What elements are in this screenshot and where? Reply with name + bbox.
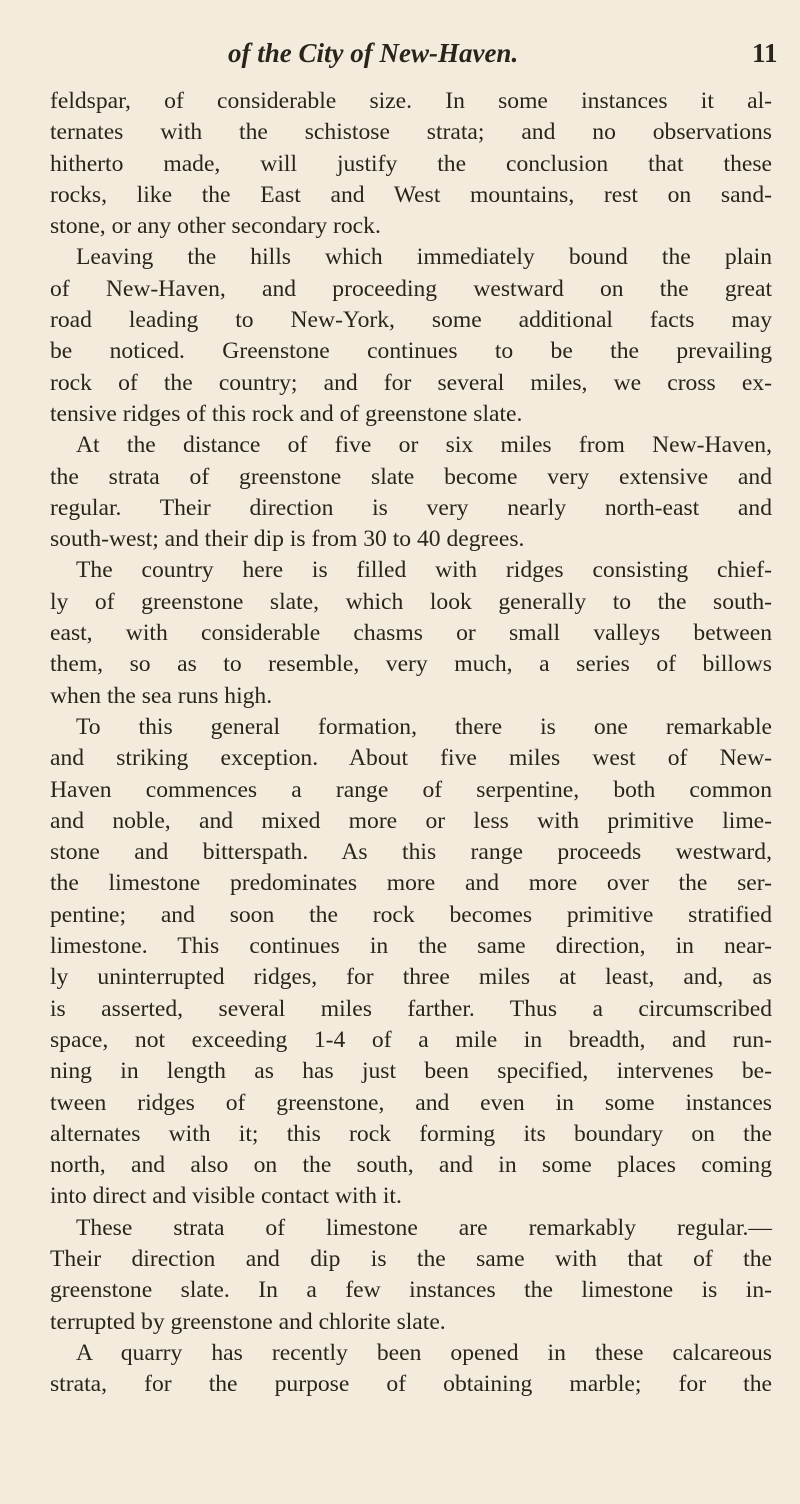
text-line: At the distance of five or six miles from New-Haven, [76, 432, 772, 459]
text-line: alternates with it; this rock forming its boundary on the [50, 1120, 772, 1147]
text-line: stone and bitterspath. As this range proceeds westward, [50, 839, 772, 866]
text-line: Their direction and dip is the same with that of the [50, 1245, 772, 1272]
running-head-title: of the City of New-Haven. [228, 38, 519, 68]
text-line: rock of the country; and for several miles, we cross ex- [50, 369, 772, 396]
text-line: A quarry has recently been opened in these calcareous [76, 1339, 772, 1366]
text-line: tensive ridges of this rock and of greenstone slate. [50, 400, 523, 427]
text-line: east, with considerable chasms or small valleys between [50, 620, 772, 647]
text-line: rocks, like the East and West mountains, rest on sand- [50, 181, 772, 208]
running-head [0, 38, 800, 78]
text-line: the strata of greenstone slate become very extensive and [50, 463, 772, 490]
text-line: ly of greenstone slate, which look generally to the south- [50, 588, 772, 615]
text-line: strata, for the purpose of obtaining marble; for the [50, 1371, 772, 1398]
text-line: north, and also on the south, and in some places coming [50, 1152, 772, 1179]
text-line: ternates with the schistose strata; and no observations [50, 119, 772, 146]
text-line: To this general formation, there is one remarkable [76, 713, 772, 740]
text-line: of New-Haven, and proceeding westward on the great [50, 275, 772, 302]
body-text [50, 86, 772, 1400]
text-line: into direct and visible contact with it. [50, 1183, 402, 1210]
text-line: ning in length as has just been specified, intervenes be- [50, 1058, 772, 1085]
text-line: The country here is filled with ridges consisting chief- [76, 557, 772, 584]
text-line: the limestone predominates more and more over the ser- [50, 870, 772, 897]
text-line: road leading to New-York, some additional facts may [50, 307, 772, 334]
text-line: be noticed. Greenstone continues to be the prevailing [50, 338, 772, 365]
page-number: 11 [752, 38, 778, 68]
text-line: space, not exceeding 1-4 of a mile in breadth, and run- [50, 1026, 772, 1053]
text-line: them, so as to resemble, very much, a series of billows [50, 651, 772, 678]
text-line: ly uninterrupted ridges, for three miles at least, and, as [50, 964, 772, 991]
text-line: feldspar, of considerable size. In some instances it al- [50, 88, 772, 114]
text-line: terrupted by greenstone and chlorite slate. [50, 1308, 446, 1335]
text-line: stone, or any other secondary rock. [50, 213, 381, 240]
text-line: greenstone slate. In a few instances the limestone is in- [50, 1277, 772, 1304]
text-line: when the sea runs high. [50, 682, 273, 709]
text-line: regular. Their direction is very nearly north-east and [50, 494, 772, 521]
text-line: tween ridges of greenstone, and even in some instances [50, 1089, 772, 1116]
text-line: and striking exception. About five miles west of New- [50, 745, 772, 772]
text-line: Leaving the hills which immediately bound the plain [76, 244, 772, 271]
text-line: Haven commences a range of serpentine, both common [50, 776, 772, 803]
text-line: south-west; and their dip is from 30 to 40 degrees. [50, 526, 525, 553]
text-line: These strata of limestone are remarkably regular.— [76, 1214, 772, 1241]
text-line: and noble, and mixed more or less with primitive lime- [50, 807, 772, 834]
text-line: limestone. This continues in the same direction, in near- [50, 933, 772, 960]
text-line: hitherto made, will justify the conclusion that these [50, 150, 772, 177]
text-line: is asserted, several miles farther. Thus a circumscribed [50, 995, 772, 1022]
text-line: pentine; and soon the rock becomes primitive stratified [50, 901, 772, 928]
